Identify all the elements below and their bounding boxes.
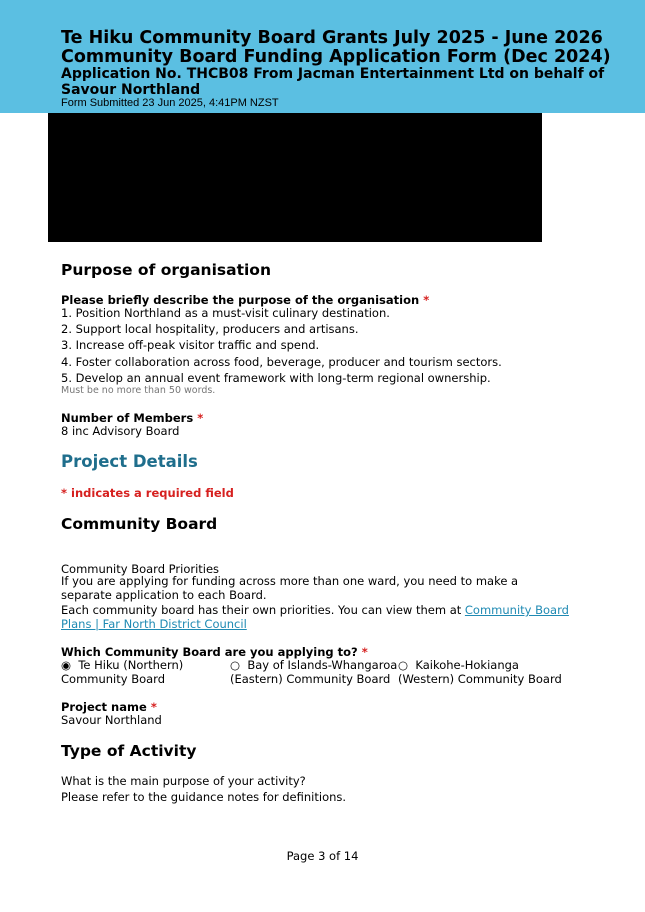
board-question: [61, 645, 368, 659]
radio-option-kaikohe[interactable]: [398, 659, 562, 686]
purpose-question-text: Please briefly describe the purpose of the organisation: [61, 293, 420, 307]
plans-text: Each community board has their own priorities. You can view them at: [61, 603, 465, 617]
required-field-note: * indicates a required field: [61, 486, 234, 500]
purpose-answer-1: 1. Position Northland as a must-visit culinary destination.: [61, 306, 390, 320]
radio-unselected-icon: ○: [230, 658, 241, 672]
project-name-question-text: Project name: [61, 700, 147, 714]
form-header-banner: [0, 0, 645, 113]
project-details-heading: Project Details: [61, 452, 198, 471]
project-name-question: [61, 700, 157, 714]
radio-option-line2: Community Board: [61, 671, 166, 686]
radio-option-line1: Te Hiku (Northern): [78, 658, 184, 672]
form-title: Community Board Funding Application Form (Dec 2024): [61, 47, 611, 67]
submitted-date: Form Submitted 23 Jun 2025, 4:41PM NZST: [61, 97, 279, 109]
radio-option-line1: Kaikohe-Hokianga: [415, 658, 519, 672]
members-answer: 8 inc Advisory Board: [61, 424, 180, 438]
purpose-heading: Purpose of organisation: [61, 261, 271, 279]
priorities-text: If you are applying for funding across more than one ward, you need to make a separate application to each Board.: [61, 574, 519, 602]
page-number: Page 3 of 14: [286, 849, 359, 863]
community-board-plans-link[interactable]: Community Board Plans | Far North District Council: [61, 603, 569, 631]
activity-guidance: Please refer to the guidance notes for definitions.: [61, 790, 347, 804]
purpose-answer-3: 3. Increase off-peak visitor traffic and spend.: [61, 338, 320, 352]
radio-selected-icon: ◉: [61, 658, 72, 672]
redacted-block: [48, 113, 542, 242]
activity-question: What is the main purpose of your activity?: [61, 774, 306, 788]
required-asterisk: *: [423, 293, 430, 307]
plans-paragraph: [61, 604, 571, 631]
members-question: [61, 411, 203, 425]
purpose-answer-5: 5. Develop an annual event framework with long-term regional ownership.: [61, 371, 491, 385]
members-question-text: Number of Members: [61, 411, 194, 425]
grant-title: Te Hiku Community Board Grants July 2025 - June 2026: [61, 28, 603, 48]
type-of-activity-heading: Type of Activity: [61, 742, 197, 760]
radio-option-line2: (Western) Community Board: [398, 671, 562, 686]
application-number: Application No. THCB08 From Jacman Entertainment Ltd on behalf of Savour Northland: [61, 66, 605, 98]
radio-option-te-hiku[interactable]: [61, 659, 183, 686]
radio-unselected-icon: ○: [398, 658, 409, 672]
required-asterisk: *: [361, 645, 368, 659]
radio-option-line1: Bay of Islands-Whangaroa: [247, 658, 398, 672]
required-asterisk: *: [197, 411, 204, 425]
purpose-answer-2: 2. Support local hospitality, producers and artisans.: [61, 322, 359, 336]
community-board-heading: Community Board: [61, 515, 218, 533]
required-asterisk: *: [150, 700, 157, 714]
purpose-question: [61, 293, 429, 307]
board-question-text: Which Community Board are you applying to?: [61, 645, 358, 659]
radio-option-bay-of-islands[interactable]: [230, 659, 397, 686]
project-name-answer: Savour Northland: [61, 713, 162, 727]
word-limit-hint: Must be no more than 50 words.: [61, 385, 216, 396]
purpose-answer-4: 4. Foster collaboration across food, beverage, producer and tourism sectors.: [61, 355, 502, 369]
priorities-title: Community Board Priorities: [61, 562, 220, 576]
radio-option-line2: (Eastern) Community Board: [230, 671, 391, 686]
